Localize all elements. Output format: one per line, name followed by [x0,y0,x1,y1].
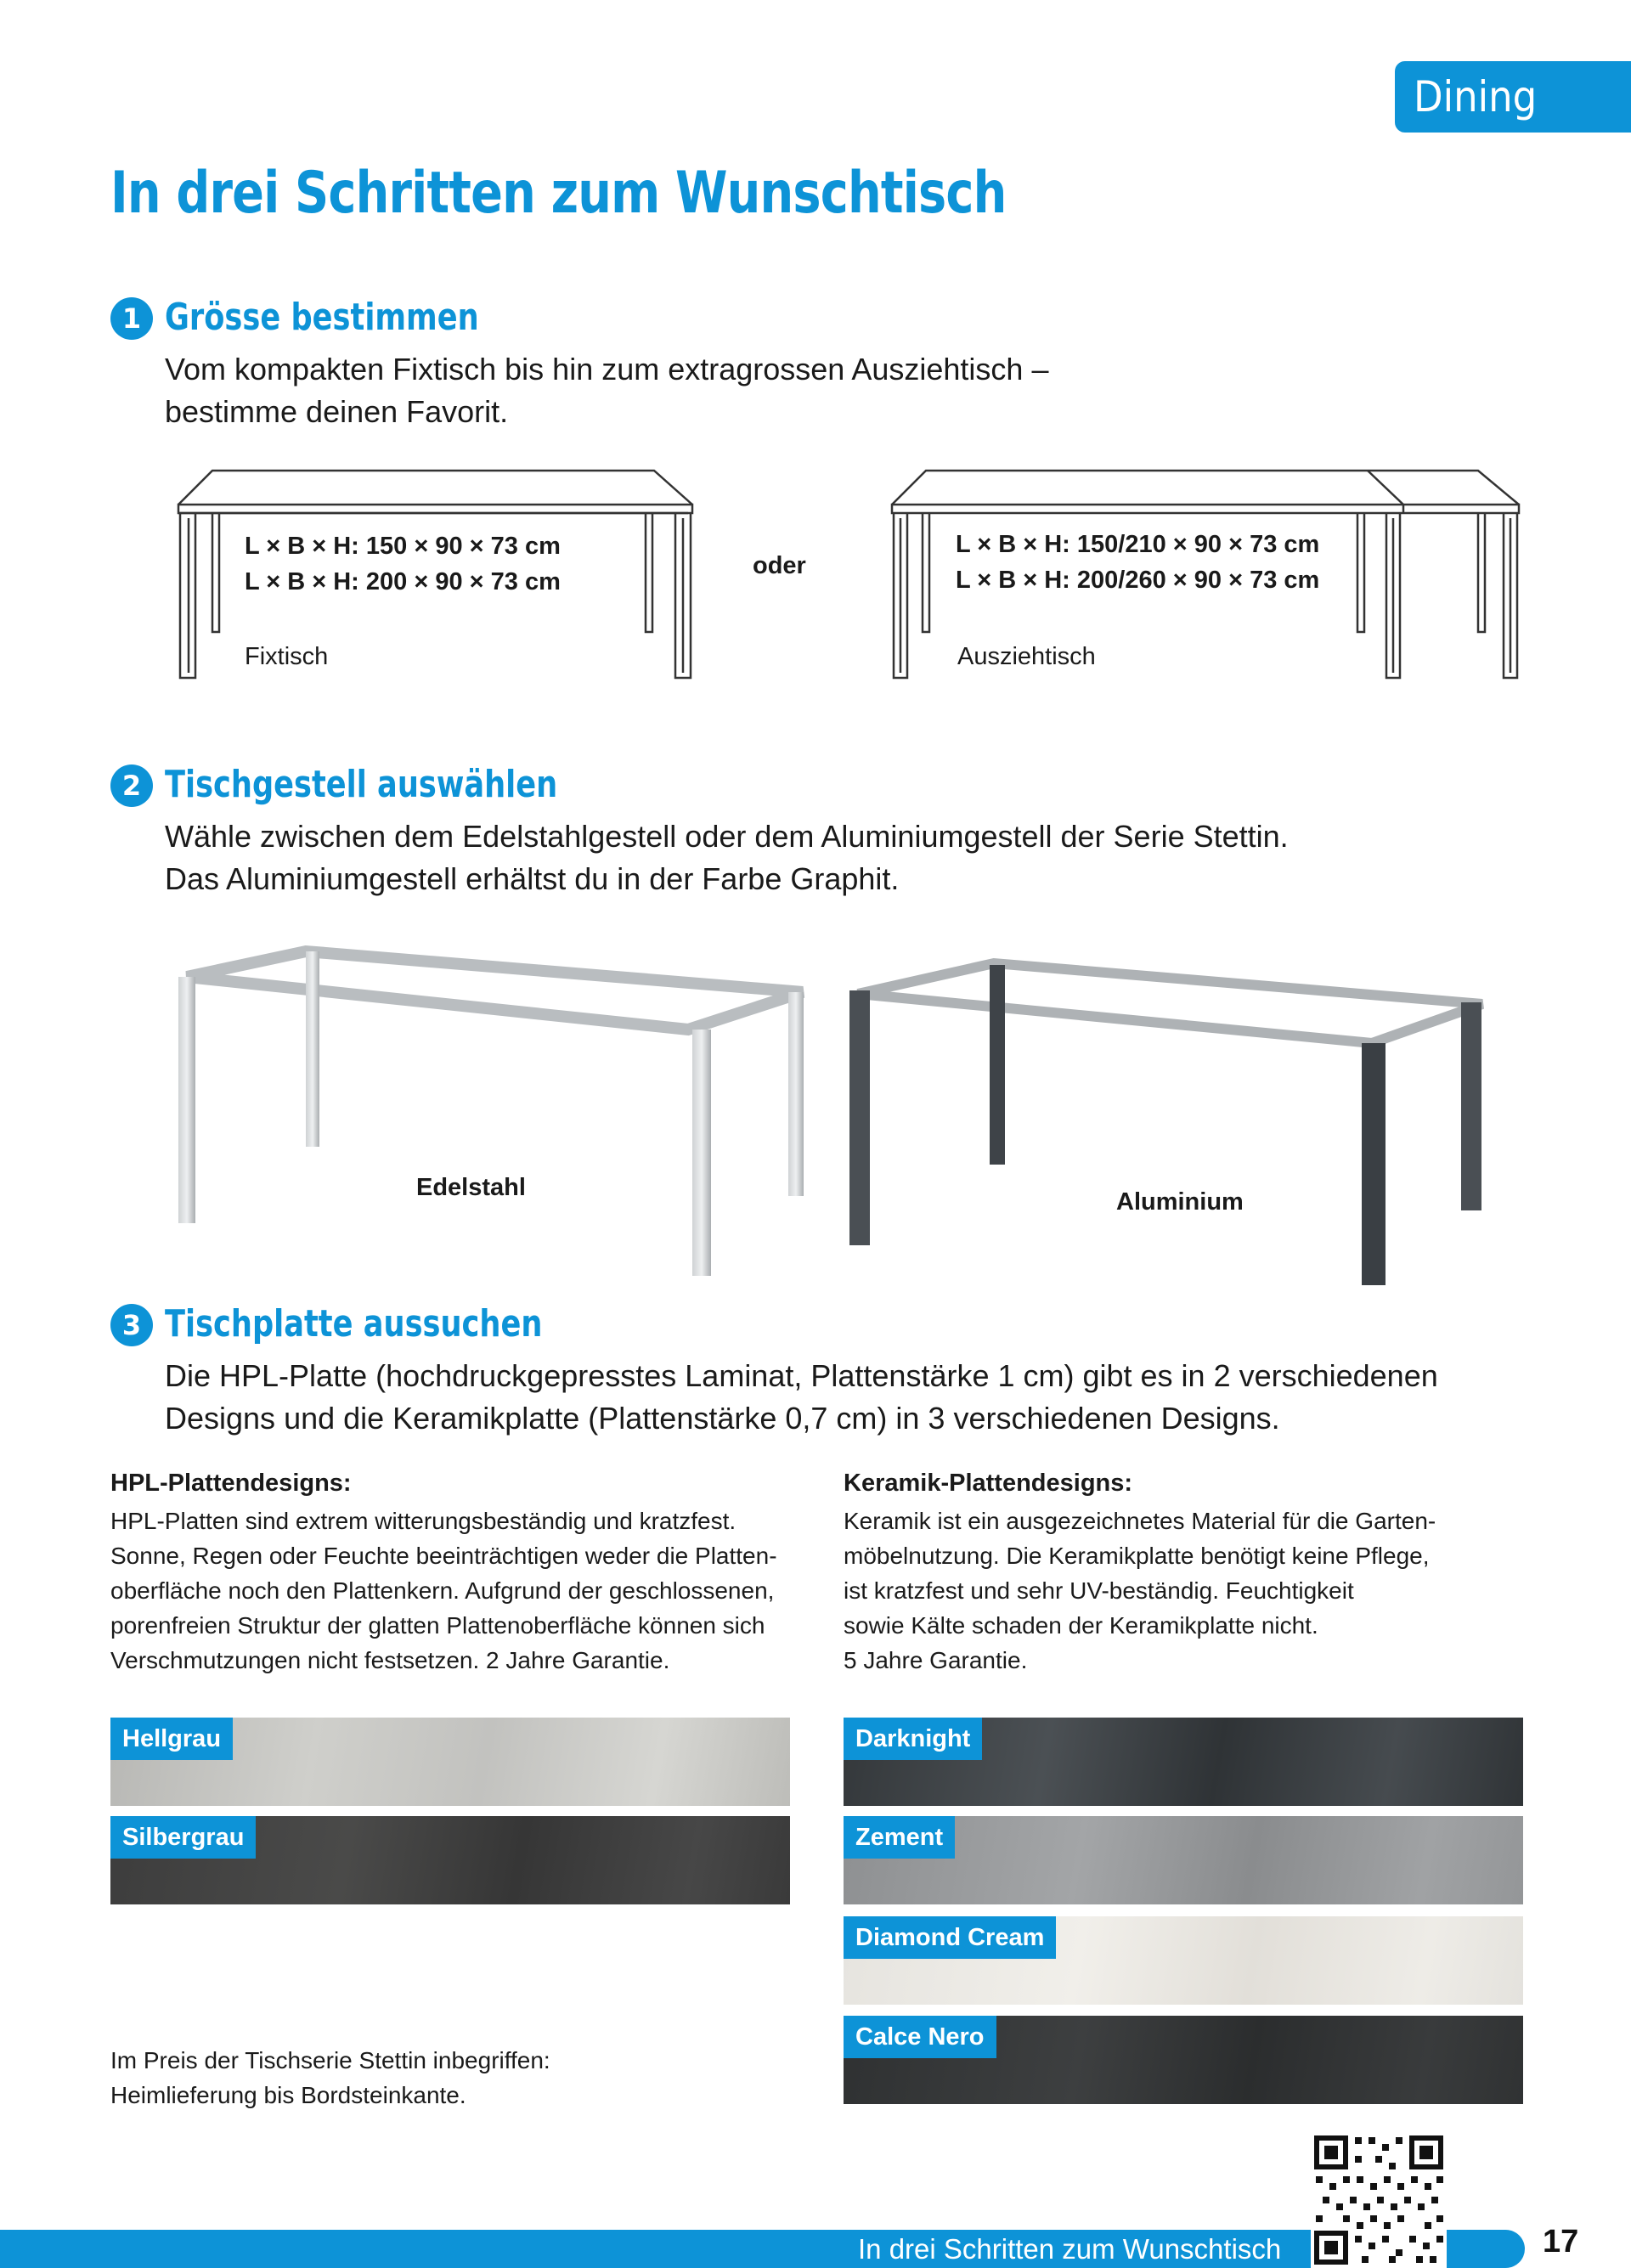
swatch-hellgrau-label: Hellgrau [110,1718,233,1760]
swatch-silbergrau[interactable] [110,1816,790,1904]
hpl-text-line-4: porenfreien Struktur der glatten Plattenoberfläche können sich [110,1612,765,1639]
keramik-text-line-4: sowie Kälte schaden der Keramikplatte nicht. [844,1612,1318,1639]
swatch-silbergrau-label: Silbergrau [110,1816,256,1859]
ausziehtisch-label: Ausziehtisch [957,643,1096,670]
swatch-zement[interactable] [844,1816,1523,1904]
swatch-darknight-label: Darknight [844,1718,982,1760]
step-2-lead-line-2: Das Aluminiumgestell erhältst du in der Farbe Graphit. [165,861,900,896]
swatch-hellgrau[interactable] [110,1718,790,1806]
ausziehtisch-dim-1: L × B × H: 150/210 × 90 × 73 cm [956,531,1320,558]
step-2-number: 2 [110,764,153,807]
included-note-line-2: Heimlieferung bis Bordsteinkante. [110,2082,466,2108]
step-3-title: Tischplatte aussuchen [165,1302,543,1346]
swatch-darknight[interactable] [844,1718,1523,1806]
included-note-line-1: Im Preis der Tischserie Stettin inbegriffen: [110,2047,550,2073]
swatch-zement-label: Zement [844,1816,955,1859]
hpl-heading: HPL-Plattendesigns: [110,1470,352,1497]
step-1-number: 1 [110,297,153,340]
swatch-calce-nero[interactable] [844,2016,1523,2104]
keramik-text-line-1: Keramik ist ein ausgezeichnetes Material für die Garten- [844,1508,1436,1534]
keramik-text-line-2: möbelnutzung. Die Keramikplatte benötigt keine Pflege, [844,1543,1430,1569]
page-number: 17 [1543,2224,1579,2260]
footer-title: In drei Schritten zum Wunschtisch [858,2233,1282,2265]
aluminium-frame-image [845,950,1499,1289]
step-2-lead-line-1: Wähle zwischen dem Edelstahlgestell oder dem Aluminiumgestell der Serie Stettin. [165,819,1289,854]
step-1-lead-line-2: bestimme deinen Favorit. [165,394,509,429]
section-tab-dining[interactable]: Dining [1395,61,1631,133]
frame-edelstahl-label: Edelstahl [416,1174,526,1201]
hpl-text-line-2: Sonne, Regen oder Feuchte beeinträchtigen weder die Platten- [110,1543,777,1569]
hpl-text-line-3: oberfläche noch den Plattenkern. Aufgrund der geschlossenen, [110,1577,775,1604]
step-1-lead-line-1: Vom kompakten Fixtisch bis hin zum extragrossen Ausziehtisch – [165,352,1049,386]
or-separator: oder [753,552,806,579]
fixtisch-dim-1: L × B × H: 150 × 90 × 73 cm [245,533,561,560]
step-3-lead-line-1: Die HPL-Platte (hochdruckgepresstes Laminat, Plattenstärke 1 cm) gibt es in 2 verschiedenen [165,1358,1438,1393]
step-2-title: Tischgestell auswählen [165,763,558,806]
swatch-diamond-cream[interactable] [844,1916,1523,2005]
page-title: In drei Schritten zum Wunschtisch [110,160,1007,227]
step-3-lead-line-2: Designs und die Keramikplatte (Plattenstärke 0,7 cm) in 3 verschiedenen Designs. [165,1401,1280,1436]
ausziehtisch-dim-2: L × B × H: 200/260 × 90 × 73 cm [956,567,1320,594]
step-1-title: Grösse bestimmen [165,296,479,339]
footer-bar [0,2230,1525,2268]
fixtisch-dim-2: L × B × H: 200 × 90 × 73 cm [245,568,561,595]
keramik-heading: Keramik-Plattendesigns: [844,1470,1133,1497]
keramik-text-line-5: 5 Jahre Garantie. [844,1647,1028,1673]
swatch-diamond-cream-label: Diamond Cream [844,1916,1056,1959]
fixtisch-label: Fixtisch [245,643,329,670]
frame-aluminium-label: Aluminium [1116,1188,1244,1216]
edelstahl-frame-image [170,943,816,1283]
keramik-text-line-3: ist kratzfest und sehr UV-beständig. Feuchtigkeit [844,1577,1354,1604]
swatch-calce-nero-label: Calce Nero [844,2016,996,2058]
hpl-text-line-5: Verschmutzungen nicht festsetzen. 2 Jahre Garantie. [110,1647,670,1673]
qr-code[interactable] [1311,2132,1447,2268]
hpl-text-line-1: HPL-Platten sind extrem witterungsbeständig und kratzfest. [110,1508,736,1534]
step-3-number: 3 [110,1304,153,1346]
